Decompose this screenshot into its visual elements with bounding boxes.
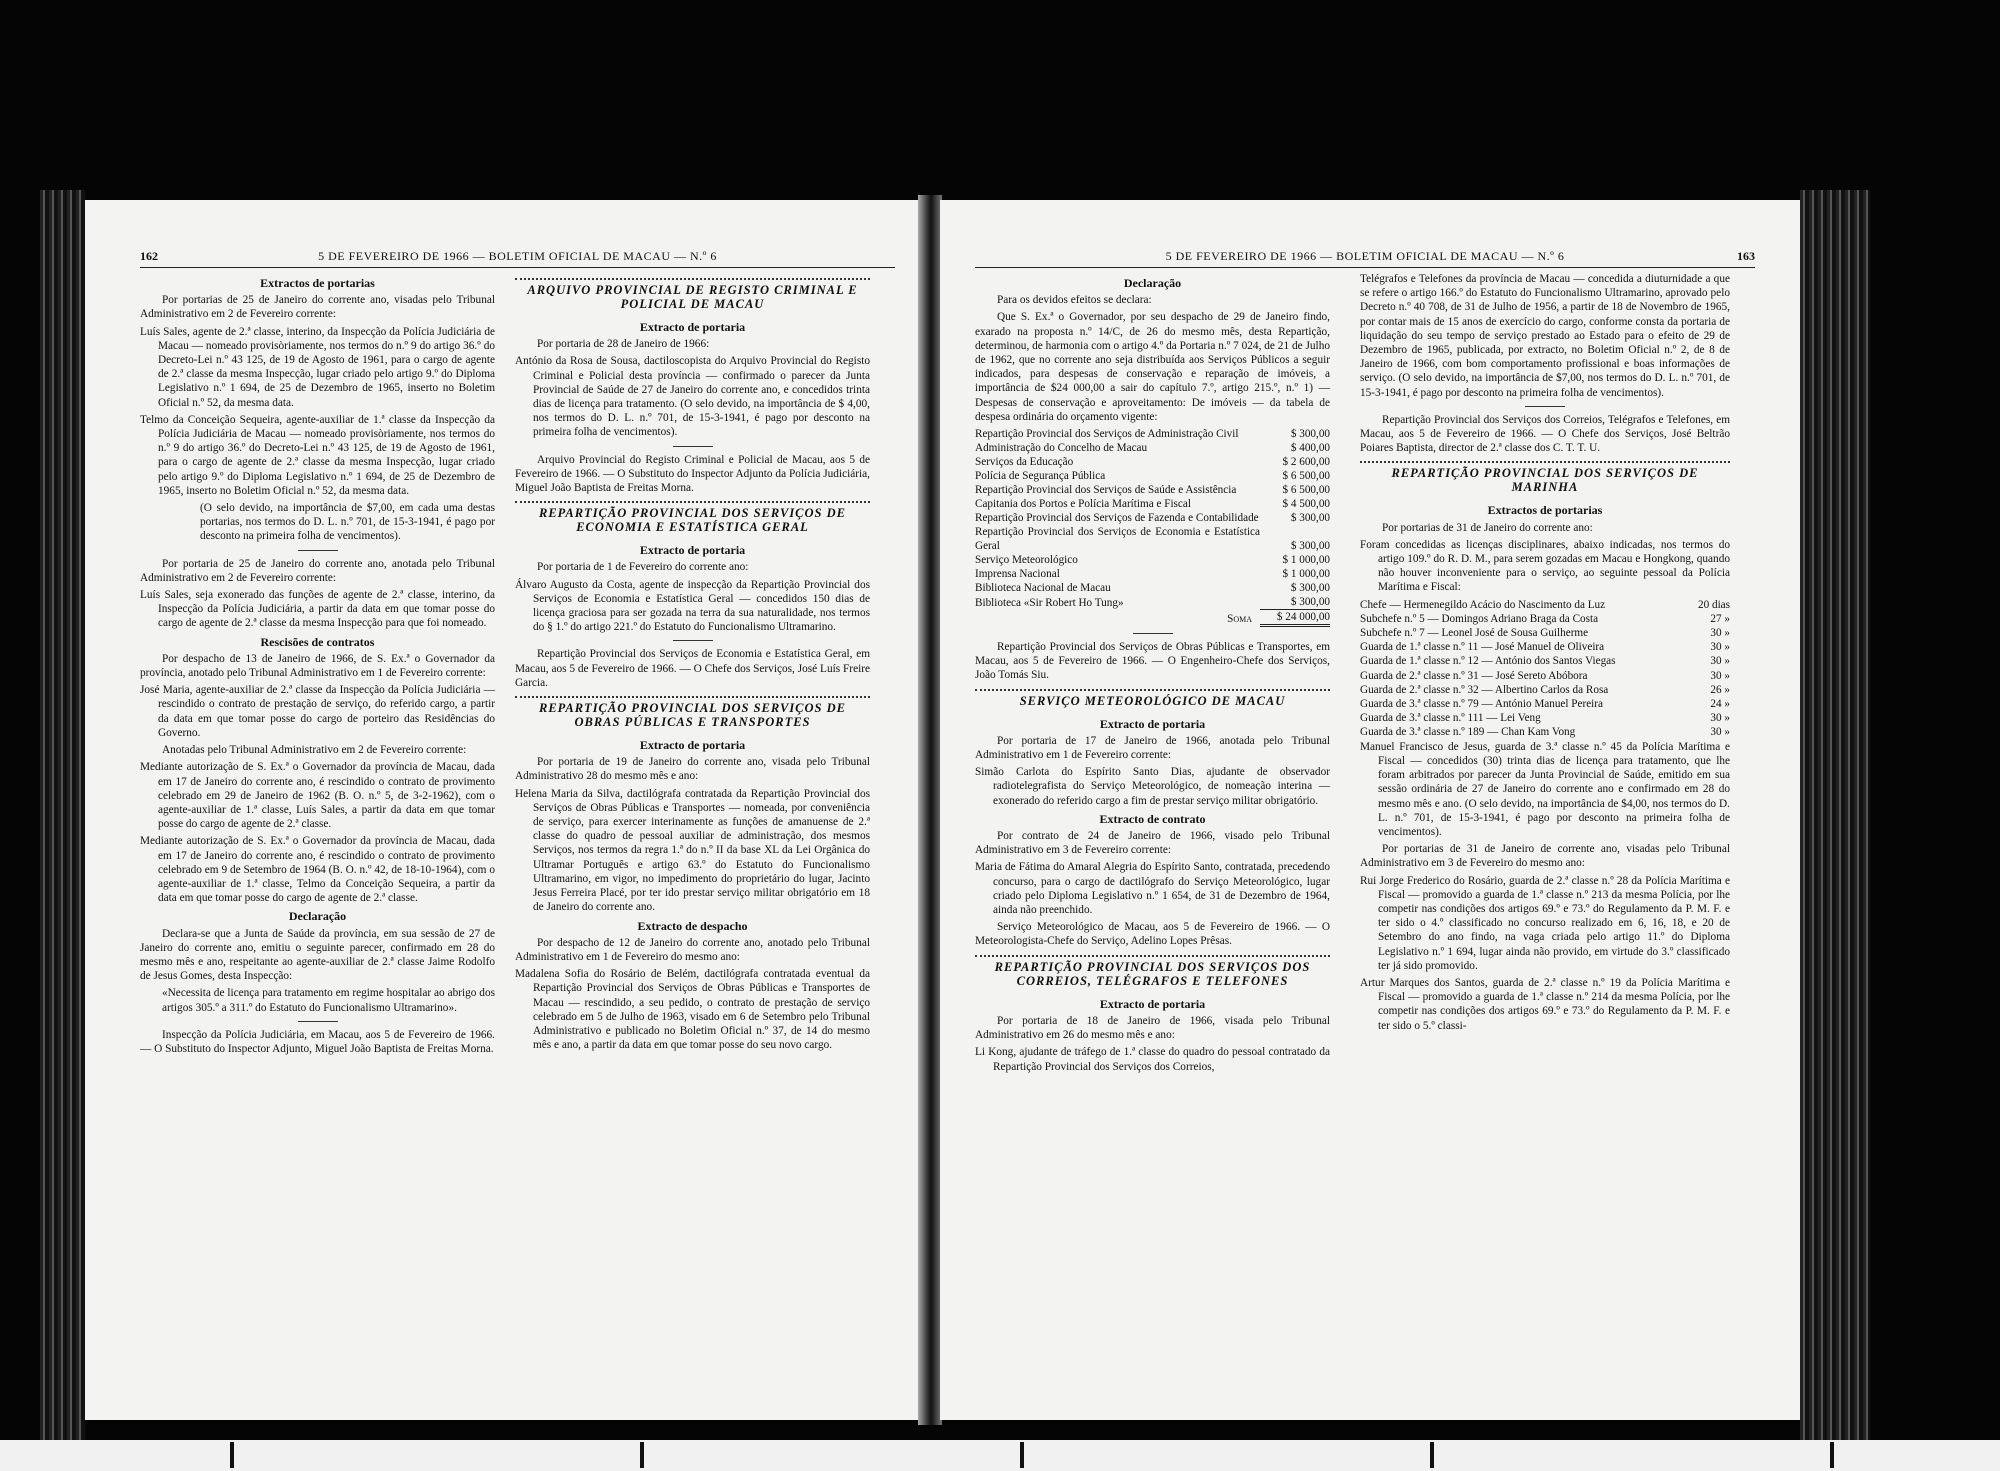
leave-person: Guarda de 2.ª classe n.º 32 — Albertino Carlos da Rosa: [1360, 683, 1609, 696]
section-title: ARQUIVO PROVINCIAL DE REGISTO CRIMINAL E POLICIAL DE MACAU: [515, 278, 870, 314]
scanner-bottom-strip: [0, 1440, 2000, 1471]
paragraph: (O selo devido, na importância de $7,00, em cada uma destas portarias, nos termos do D. L. n.º 701, de 15-3-1941, é pago por desconto na primeira folha de vencimentos).: [200, 502, 495, 543]
signature-paragraph: Repartição Provincial dos Serviços de Economia e Estatística Geral, em Macau, aos 5 de Fevereiro de 1966. — O Chefe dos Serviços, José Luís Freire Garcia.: [515, 648, 870, 689]
section-heading: Extracto de despacho: [637, 918, 748, 933]
paragraph: Por portaria de 25 de Janeiro do corrente ano, anotada pelo Tribunal Administrativo em 2 de Fevereiro corrente:: [140, 557, 495, 584]
left-page-column-1: [140, 272, 495, 1059]
section-title: REPARTIÇÃO PROVINCIAL DOS SERVIÇOS DE ECONOMIA E ESTATÍSTICA GERAL: [515, 501, 870, 537]
budget-amount: $ 400,00: [1290, 442, 1330, 455]
budget-amount: $ 2 600,00: [1282, 456, 1330, 469]
left-page-header: [140, 245, 895, 268]
separator: [298, 1021, 338, 1022]
budget-row: [975, 483, 1330, 497]
section-heading: Extractos de portarias: [260, 276, 375, 290]
leave-row: [1360, 683, 1730, 697]
budget-row: [975, 567, 1330, 581]
budget-total-row: [975, 610, 1330, 626]
paragraph: Por portaria de 28 de Janeiro de 1966:: [537, 338, 710, 351]
left-page-edge: [40, 190, 85, 1440]
total-amount: $ 24 000,00: [1260, 610, 1330, 626]
budget-amount: $ 300,00: [1290, 596, 1330, 609]
right-page-edge: [1800, 190, 1870, 1440]
right-page: [940, 200, 1800, 1420]
leave-person: Guarda de 2.ª classe n.º 31 — José Sereto Abóbora: [1360, 669, 1588, 682]
section-heading: Extracto de portaria: [1099, 716, 1206, 731]
leave-days: 26 »: [1710, 683, 1730, 696]
section-heading: Extracto de portaria: [1099, 996, 1206, 1011]
leave-days: 30 »: [1710, 712, 1730, 725]
budget-service: Repartição Provincial dos Serviços de Saúde e Assistência: [975, 484, 1237, 497]
budget-service: Repartição Provincial dos Serviços de Fazenda e Contabilidade: [975, 512, 1259, 525]
signature-paragraph: Inspecção da Polícia Judiciária, em Macau, aos 5 de Fevereiro de 1966. — O Substituto do Inspector Adjunto, Miguel João Baptista de Freitas Morna.: [140, 1028, 495, 1055]
leave-person: Guarda de 1.ª classe n.º 11 — José Manuel de Oliveira: [1360, 641, 1605, 654]
paragraph: Simão Carlota do Espírito Santo Dias, ajudante de observador radiotelegrafista do Serviço Meteorológico, de nomeação interina — exonerado do referido cargo a fim de prestar serviço militar obrigatório.: [975, 766, 1330, 807]
separator: [1133, 633, 1173, 634]
section-heading: Rescisões de contratos: [260, 634, 375, 649]
section-heading: Declaração: [1123, 276, 1182, 290]
leave-days: 30 »: [1710, 669, 1730, 682]
leave-days: 30 »: [1710, 726, 1730, 739]
right-page-column-2: [1360, 272, 1730, 1036]
scan-mark: [1020, 1442, 1024, 1468]
scan-mark: [230, 1442, 234, 1468]
separator: [1525, 406, 1565, 407]
leave-person: Guarda de 3.ª classe n.º 189 — Chan Kam Vong: [1360, 726, 1576, 739]
paragraph: Telégrafos e Telefones da província de Macau — concedida a diuturnidade a que se refere o artigo 166.º do Estatuto do Funcionalismo Ultramarino, aprovado pelo Decreto n.º 40 708, de 31 de Julho de 1956, a partir de 18 de Novembro de 1965, por contar mais de 15 anos de exercício do cargo, conforme consta da portaria de liquidação do seu tempo de serviço prestado ao Estado para o efeito de 29 de Dezembro de 1965, publicada, por extracto, no Boletim Oficial n.º 2, de 8 de Janeiro de 1966, com bom comportamento profissional e boas informações de serviço. (O selo devido, na importância de $7,00, nos termos do D. L. n.º 701, de 15-3-1941, é pago por desconto na primeira folha de vencimentos).: [1360, 273, 1730, 399]
leave-row: [1360, 626, 1730, 640]
budget-service: Serviços da Educação: [975, 456, 1074, 469]
budget-amount: $ 6 500,00: [1282, 470, 1330, 483]
budget-amount: $ 1 000,00: [1282, 554, 1330, 567]
leave-days: 30 »: [1710, 655, 1730, 668]
paragraph: Por despacho de 13 de Janeiro de 1966, de S. Ex.ª o Governador da província, anotado pelo Tribunal Administrativo em 1 de Fevereiro corrente:: [140, 652, 495, 680]
paragraph: Maria de Fátima do Amaral Alegria do Espírito Santo, contratada, precedendo concurso, para o cargo de dactilógrafo do Serviço Meteorológico, lugar criado pelo Diploma Legislativo n.º 1 654, de 31 de Dezembro de 1964, ainda não preenchido.: [975, 861, 1330, 917]
budget-service: Imprensa Nacional: [975, 568, 1060, 581]
book-spine: [918, 195, 942, 1425]
budget-row: [975, 525, 1330, 553]
paragraph: Luís Sales, agente de 2.ª classe, interino, da Inspecção da Polícia Judiciária de Macau — nomeado provisòriamente, nos termos do n.º 9 do artigo 36.º do Decreto-Lei n.º 43 125, de 19 de Agosto de 1961, para o cargo de agente de 2.ª classe da mesma Inspecção, lugar criado pelo artigo 9.º do Diploma Legislativo n.º 1 694, de 25 de Dezembro de 1965, inserto no Boletim Oficial n.º 52, da mesma data.: [140, 325, 495, 409]
leave-row: [1360, 654, 1730, 668]
budget-service: Polícia de Segurança Pública: [975, 470, 1106, 483]
leave-person: Guarda de 1.ª classe n.º 12 — António dos Santos Viegas: [1360, 655, 1616, 668]
paragraph: Por portaria de 19 de Janeiro do corrente ano, visada pelo Tribunal Administrativo 28 do mesmo mês e ano:: [515, 756, 870, 783]
paragraph: Luís Sales, seja exonerado das funções de agente de 2.ª classe, interino, da Inspecção da Polícia Judiciária, a partir da data em que tomar posse do cargo de agente de 2.ª classe da mesma Inspecção para que foi nomeado.: [140, 589, 495, 630]
paragraph: Para os devidos efeitos se declara:: [997, 294, 1152, 307]
running-header: 5 DE FEVEREIRO DE 1966 — BOLETIM OFICIAL DE MACAU — N.º 6: [1165, 249, 1565, 263]
left-page-column-2: [515, 272, 870, 1055]
quotation: «Necessita de licença para tratamento em regime hospitalar ao abrigo dos artigos 305.º a 311.º do Estatuto do Funcionalismo Ultramarino».: [162, 987, 495, 1014]
leave-row: [1360, 598, 1730, 612]
leave-person: Subchefe n.º 7 — Leonel José de Sousa Guilherme: [1360, 627, 1589, 640]
paragraph: Por portarias de 31 de Janeiro de corrente ano, visadas pelo Tribunal Administrativo em 3 de Fevereiro do mesmo ano:: [1360, 843, 1730, 870]
signature-paragraph: Serviço Meteorológico de Macau, aos 5 de Fevereiro de 1966. — O Meteorologista-Chefe do Serviço, Adelino Lopes Prêsas.: [975, 921, 1330, 948]
page-number: 162: [140, 249, 158, 263]
section-title: SERVIÇO METEOROLÓGICO DE MACAU: [975, 689, 1330, 711]
paragraph: Declara-se que a Junta de Saúde da província, em sua sessão de 27 de Janeiro do corrente ano, emitiu o seguinte parecer, confirmado em 28 do mesmo mês e ano, respeitante ao agente-auxiliar de 2.ª classe Jaime Rodolfo de Jesus Gomes, desta Inspecção:: [140, 927, 495, 983]
budget-amount: $ 1 000,00: [1282, 568, 1330, 581]
separator: [298, 550, 338, 551]
budget-row: [975, 511, 1330, 525]
budget-amount: $ 300,00: [1290, 512, 1330, 525]
section-heading: Extracto de portaria: [639, 320, 746, 334]
budget-row: [975, 553, 1330, 567]
scan-mark: [1430, 1442, 1434, 1468]
budget-amount: $ 300,00: [1290, 582, 1330, 595]
running-header: 5 DE FEVEREIRO DE 1966 — BOLETIM OFICIAL DE MACAU — N.º 6: [318, 249, 717, 263]
budget-row: [975, 469, 1330, 483]
paragraph: Foram concedidas as licenças disciplinares, abaixo indicadas, nos termos do artigo 109.º do R. D. M., para serem gozadas em Macau e Hongkong, quando não houver inconveniente para o serviço, ao seguinte pessoal da Polícia Marítima e Fiscal:: [1360, 538, 1730, 594]
paragraph: Por despacho de 12 de Janeiro do corrente ano, anotado pelo Tribunal Administrativo em 1 de Fevereiro do mesmo ano:: [515, 936, 870, 963]
leave-row: [1360, 640, 1730, 654]
leave-days: 20 dias: [1697, 598, 1730, 611]
budget-row: [975, 595, 1330, 610]
budget-service: Biblioteca Nacional de Macau: [975, 582, 1111, 595]
right-page-column-1: [975, 272, 1330, 1077]
scan-mark: [1830, 1442, 1834, 1468]
section-title: REPARTIÇÃO PROVINCIAL DOS SERVIÇOS DE OBRAS PÚBLICAS E TRANSPORTES: [515, 696, 870, 732]
paragraph: Mediante autorização de S. Ex.ª o Governador da província de Macau, dada em 17 de Janeiro do corrente ano, é rescindido o contrato de provimento celebrado em 29 de Janeiro de 1962 (B. O. n.º 5, de 3-2-1962), com o agente-auxiliar de 1.ª classe, Luís Sales, a partir da data em que tomar posse do cargo de agente de 2.ª classe.: [140, 761, 495, 831]
section-heading: Extracto de portaria: [639, 738, 746, 753]
total-label: Soma: [1227, 612, 1252, 625]
right-page-header: [975, 245, 1755, 268]
leave-person: Chefe — Hermenegildo Acácio do Nascimento da Luz: [1360, 598, 1606, 611]
section-heading: Extracto de contrato: [1099, 811, 1206, 826]
paragraph: Por portaria de 18 de Janeiro de 1966, visada pelo Tribunal Administrativo em 26 do mesmo mês e ano:: [975, 1014, 1330, 1042]
page-number: 163: [1737, 249, 1755, 263]
paragraph: Por portaria de 1 de Fevereiro do corrente ano:: [537, 561, 749, 574]
paragraph: António da Rosa de Sousa, dactiloscopista do Arquivo Provincial do Registo Criminal e Policial desta província — confirmado o parecer da Junta Provincial de Saúde de 27 de Janeiro do corrente ano, e concedidos trinta dias de licença para tratamento. (O selo devido, na importância de $ 4,00, nos termos do D. L. n.º 701, de 15-3-1941, é pago por desconto na primeira folha de vencimentos).: [515, 355, 870, 439]
leave-row: [1360, 725, 1730, 739]
leave-person: Guarda de 3.ª classe n.º 79 — António Manuel Pereira: [1360, 698, 1603, 711]
paragraph: Álvaro Augusto da Costa, agente de inspecção da Repartição Provincial dos Serviços de Economia e Estatística Geral — concedidos 150 dias de licença graciosa para ser gozada na terra da sua naturalidade, nos termos do § 1.º do artigo 221.º do Estatuto do Funcionalismo Ultramarino.: [515, 578, 870, 634]
leave-person: Subchefe n.º 5 — Domingos Adriano Braga da Costa: [1360, 612, 1599, 625]
paragraph: Rui Jorge Frederico do Rosário, guarda de 2.ª classe n.º 28 da Polícia Marítima e Fiscal — promovido a guarda de 1.ª classe n.º 213 da mesma Polícia, por lhe competir nas condições dos artigos 69.º e 73.º do Regulamento da P. M. F. e ter sido o 4.º classificado no concurso realizado em 6, 16, 18, e 20 de Setembro do ano findo, na vaga criada pelo artigo 11.º do Diploma Legislativo n.º 1 694, lugar ainda não provido, em virtude do 3.º classificado ter já sido promovido.: [1360, 874, 1730, 972]
leave-row: [1360, 669, 1730, 683]
scan-mark: [640, 1442, 644, 1468]
paragraph: Madalena Sofia do Rosário de Belém, dactilógrafa contratada eventual da Repartição Provincial dos Serviços de Obras Públicas e Transportes de Macau — rescindido, a seu pedido, o contrato de prestação de serviço celebrado em 5 de Julho de 1963, visado em 6 de Setembro pelo Tribunal Administrativo e publicado no Boletim Oficial n.º 37, de 14 do mesmo mês e ano, a partir da data em que tomar posse do seu novo cargo.: [515, 968, 870, 1052]
section-heading: Declaração: [288, 909, 347, 924]
paragraph: Manuel Francisco de Jesus, guarda de 3.ª classe n.º 45 da Polícia Marítima e Fiscal — concedidos (30) trinta dias de licença para tratamento, que lhe foram arbitrados por parecer da Junta Provincial de Saúde, emitido em sua sessão ordinária de 27 de Janeiro do corrente ano e confirmado em 28 do mesmo mês e ano. (O selo devido, na importância de $4,00, nos termos do D. L. n.º 701, de 15-3-1941, é pago por desconto na primeira folha de vencimentos).: [1360, 740, 1730, 838]
leave-table: [1360, 598, 1730, 740]
section-heading: Extracto de portaria: [639, 543, 746, 558]
leave-days: 30 »: [1710, 627, 1730, 640]
budget-table: [975, 427, 1330, 627]
paragraph: Telmo da Conceição Sequeira, agente-auxiliar de 1.ª classe da Inspecção da Polícia Judiciária de Macau — nomeado provisòriamente, nos termos do n.º 9 do artigo 36.º do Decreto-Lei n.º 43 125, de 19 de Agosto de 1961, para o cargo de agente de 2.ª classe da mesma Inspecção, lugar criado pelo artigo 9.º do Diploma Legislativo n.º 1 694, de 25 de Dezembro de 1965, inserto no Boletim Oficial n.º 52, da mesma data.: [140, 413, 495, 497]
paragraph: Mediante autorização de S. Ex.ª o Governador da província de Macau, dada em 17 de Janeiro do corrente ano, é rescindido o contrato de provimento celebrado em 9 de Setembro de 1964 (B. O. n.º 42, de 18-10-1964), com o agente-auxiliar de 1.ª classe, Telmo da Conceição Sequeira, a partir da data em que tomar posse do cargo de agente de 2.ª classe.: [140, 835, 495, 905]
paragraph: Por contrato de 24 de Janeiro de 1966, visado pelo Tribunal Administrativo em 3 de Fevereiro corrente:: [975, 830, 1330, 857]
paragraph: José Maria, agente-auxiliar de 2.ª classe da Inspecção da Polícia Judiciária — rescindido o contrato de prestação de serviço, do referido cargo, a partir da data em que tomar posse do cargo de porteiro das Residências do Governo.: [140, 684, 495, 739]
leave-days: 24 »: [1710, 698, 1730, 711]
leave-days: 27 »: [1710, 612, 1730, 625]
paragraph: Que S. Ex.ª o Governador, por seu despacho de 29 de Janeiro findo, exarado na proposta n.º 14/C, de 26 do mesmo mês, desta Repartição, determinou, de harmonia com o artigo 4.º da Portaria n.º 7 024, de 21 de Julho de 1962, que no corrente ano seja distribuída aos Serviços Públicos a seguir indicados, para despesas de conservação e reparação de imóveis, a importância de $24 000,00 a sair do capítulo 7.º, artigo 215.º, n.º 1) — Despesas de conservação e aproveitamento: De imóveis — da tabela de despesa ordinária do orçamento vigente:: [975, 311, 1330, 423]
leave-row: [1360, 697, 1730, 711]
budget-service: Capitania dos Portos e Polícia Marítima e Fiscal: [975, 498, 1191, 511]
budget-amount: $ 300,00: [1290, 428, 1330, 441]
budget-row: [975, 455, 1330, 469]
budget-service: Repartição Provincial dos Serviços de Administração Civil: [975, 428, 1239, 441]
budget-row: [975, 441, 1330, 455]
signature-paragraph: Repartição Provincial dos Serviços de Obras Públicas e Transportes, em Macau, aos 5 de Fevereiro de 1966. — O Engenheiro-Chefe dos Serviços, João Tomás Siu.: [975, 641, 1330, 682]
separator: [673, 446, 713, 447]
leave-person: Guarda de 3.ª classe n.º 111 — Lei Veng: [1360, 712, 1541, 725]
paragraph: Li Kong, ajudante de tráfego de 1.ª classe do quadro do pessoal contratado da Repartição Provincial dos Serviços dos Correios,: [975, 1046, 1330, 1073]
paragraph: Anotadas pelo Tribunal Administrativo em 2 de Fevereiro corrente:: [162, 744, 467, 757]
budget-row: [975, 497, 1330, 511]
budget-service: Repartição Provincial dos Serviços de Economia e Estatística Geral: [975, 526, 1260, 553]
section-title: REPARTIÇÃO PROVINCIAL DOS SERVIÇOS DE MARINHA: [1360, 461, 1730, 497]
budget-service: Biblioteca «Sir Robert Ho Tung»: [975, 596, 1124, 609]
paragraph: Por portarias de 31 de Janeiro do corrente ano:: [1382, 521, 1593, 534]
budget-service: Administração do Concelho de Macau: [975, 442, 1148, 455]
budget-row: [975, 427, 1330, 441]
budget-amount: $ 4 500,00: [1282, 498, 1330, 511]
paragraph: Por portarias de 25 de Janeiro do corrente ano, visadas pelo Tribunal Administrativo em 2 de Fevereiro corrente:: [140, 294, 495, 321]
leave-days: 30 »: [1710, 641, 1730, 654]
section-heading: Extractos de portarias: [1487, 503, 1603, 518]
budget-service: Serviço Meteorológico: [975, 554, 1078, 567]
paragraph: Artur Marques dos Santos, guarda de 2.ª classe n.º 19 da Polícia Marítima e Fiscal — promovido a guarda de 1.ª classe n.º 214 da mesma Polícia, por lhe competir nas condições dos artigos 69.º e 73.º do Regulamento da P. M. F. e ter sido o 5.º classi-: [1360, 976, 1730, 1032]
paragraph: Helena Maria da Silva, dactilógrafa contratada da Repartição Provincial dos Serviços de Obras Públicas e Transportes — nomeada, por conveniência de serviço, para exercer interinamente as funções de amanuense de 2.ª classe do quadro de pessoal auxiliar de administração, dos mesmos Serviços, nos termos da regra 1.ª do n.º II da base XL da Lei Orgânica do Ultramar Português e artigo 63.º do Estatuto do Funcionalismo Ultramarino, em vigor, no impedimento do proprietário do lugar, Jacinto Jesus Ferreira Placé, por ter ido prestar serviço militar obrigatório em 18 de Janeiro do corrente ano.: [515, 787, 870, 914]
section-title: REPARTIÇÃO PROVINCIAL DOS SERVIÇOS DOS CORREIOS, TELÉGRAFOS E TELEFONES: [975, 955, 1330, 991]
budget-row: [975, 581, 1330, 595]
signature-paragraph: Repartição Provincial dos Serviços dos Correios, Telégrafos e Telefones, em Macau, aos 5 de Fevereiro de 1966. — O Chefe dos Serviços, José Beltrão Poiares Baptista, director de 2.ª classe dos C. T. T. U.: [1360, 413, 1730, 455]
left-page: [85, 200, 920, 1420]
budget-amount: $ 300,00: [1290, 540, 1330, 553]
leave-row: [1360, 612, 1730, 626]
budget-amount: $ 6 500,00: [1282, 484, 1330, 497]
leave-row: [1360, 711, 1730, 725]
signature-paragraph: Arquivo Provincial do Registo Criminal e Policial de Macau, aos 5 de Fevereiro de 1966. — O Substituto do Inspector Adjunto da Polícia Judiciária, Miguel João Baptista de Freitas Morna.: [515, 453, 870, 495]
separator: [673, 640, 713, 641]
paragraph: Por portaria de 17 de Janeiro de 1966, anotada pelo Tribunal Administrativo em 1 de Fevereiro corrente:: [975, 734, 1330, 762]
